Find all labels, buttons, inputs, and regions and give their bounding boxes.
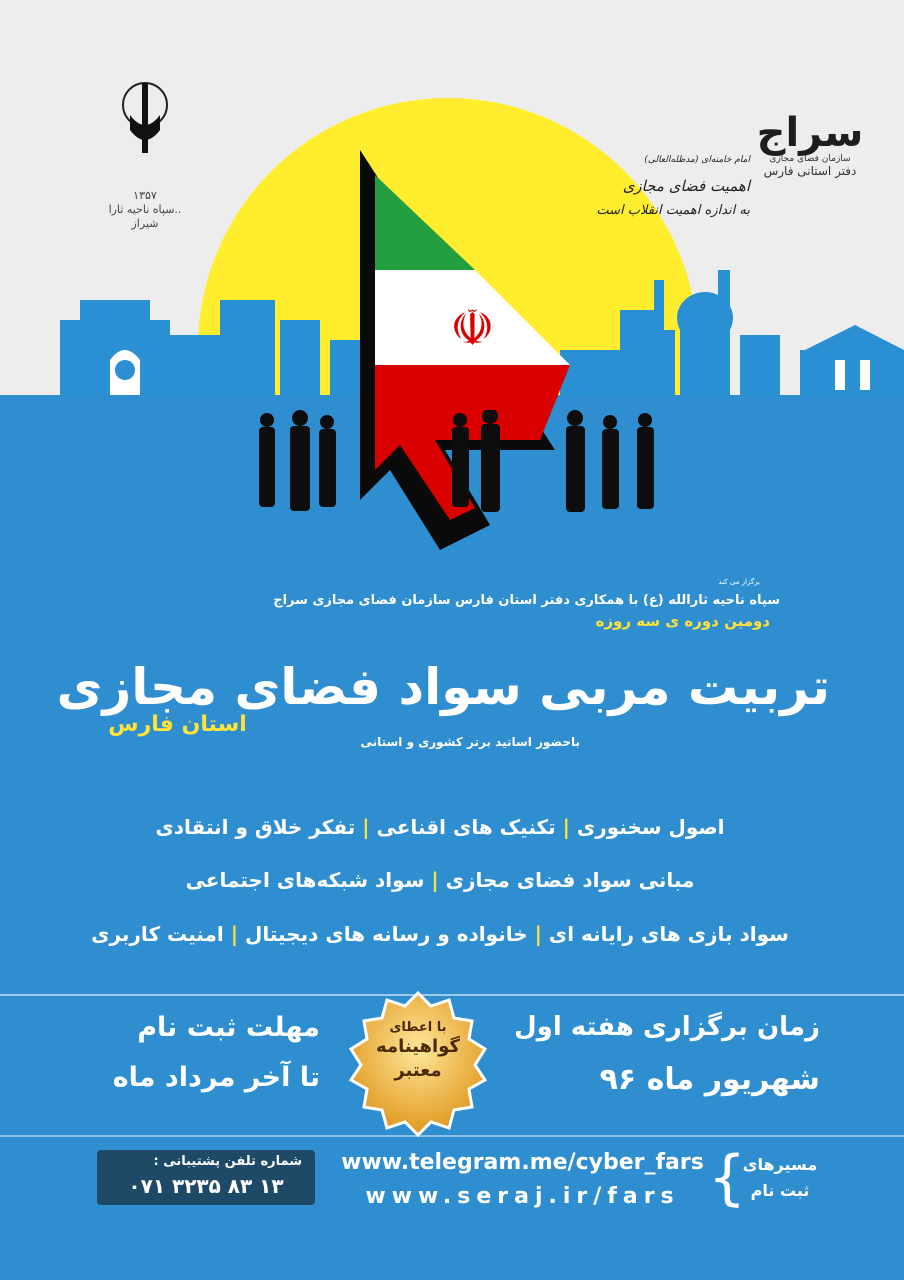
quote-line-1: اهمیت فضای مجازی <box>622 177 750 195</box>
topic-separator: | <box>424 868 439 892</box>
sepah-caption-2: شیراز <box>131 217 159 230</box>
event-time-line-1: زمان برگزاری هفته اول <box>514 1012 820 1042</box>
event-time-line-2: شهریور ماه ۹۶ <box>599 1062 820 1097</box>
quote-source: امام خامنه‌ای (مدظله‌العالی) <box>644 155 750 165</box>
seraj-logo-mark: سراج <box>756 110 864 156</box>
sepah-caption-1: سپاه ناحیه ثارا.. <box>108 203 182 216</box>
sepah-emblem-icon <box>115 75 175 185</box>
svg-text:☫: ☫ <box>450 299 495 357</box>
topic-separator: | <box>355 815 370 839</box>
topic-separator: | <box>223 922 239 946</box>
topic-item: تفکر خلاق و انتقادی <box>155 815 356 839</box>
deadline-line-1: مهلت ثبت نام <box>137 1012 320 1043</box>
course-title: تربیت مربی سواد فضای مجازی <box>56 658 830 716</box>
certificate-seal-text <box>368 1020 468 1083</box>
topic-item: مبانی سواد فضای مجازی <box>445 868 695 892</box>
organizers-note: برگزار می کند <box>718 578 760 586</box>
support-phone-label: شماره تلفن پشتیبانی : <box>153 1154 302 1169</box>
topic-row-2 <box>60 868 820 892</box>
brace-icon: { <box>708 1143 747 1213</box>
quote-line-2: به اندازه اهمیت انقلاب است <box>596 203 750 218</box>
seraj-logo <box>740 112 880 192</box>
divider <box>0 1135 904 1137</box>
topic-item: اصول سخنوری <box>576 815 725 839</box>
support-phone-box <box>97 1150 315 1205</box>
seal-line-1: با اعطای <box>389 1020 447 1035</box>
province-label: استان فارس <box>108 712 247 737</box>
topic-item: سواد بازی های رایانه ای <box>548 922 789 946</box>
leader-quote <box>520 155 750 255</box>
sepah-logo <box>95 75 195 265</box>
seal-line-2: گواهینامه <box>376 1036 460 1057</box>
topic-separator: | <box>527 922 542 946</box>
topic-item: سواد شبکه‌های اجتماعی <box>185 868 425 892</box>
registration-label-2: ثبت نام <box>750 1181 810 1200</box>
topic-row-3 <box>60 922 820 946</box>
seraj-link[interactable]: www.seraj.ir/fars <box>365 1184 680 1209</box>
crowd-silhouette <box>255 410 665 520</box>
topic-item: تکنیک های اقناعی <box>376 815 556 839</box>
course-label: دومین دوره ی سه روزه <box>595 612 770 630</box>
topic-separator: | <box>555 815 570 839</box>
seraj-logo-subtitle: سازمان فضای مجازی <box>769 154 851 164</box>
organizers-line: سپاه ناحیه ثارالله (ع) با همکاری دفتر استان فارس سازمان فضای مجازی سراج <box>273 593 780 608</box>
topic-item: امنیت کاربری <box>91 922 224 946</box>
seal-line-3: معتبر <box>394 1060 442 1081</box>
presence-line: باحضور اساتید برتر کشوری و استانی <box>360 735 580 749</box>
topic-item: خانواده و رسانه های دیجیتال <box>245 922 528 946</box>
support-phone-number[interactable]: ۰۷۱ ۳۲۳۵ ۸۳ ۱۳ <box>128 1174 284 1198</box>
topic-row-1 <box>60 815 820 839</box>
deadline-line-2: تا آخر مرداد ماه <box>112 1062 320 1093</box>
registration-label-1: مسیرهای <box>742 1155 818 1174</box>
seraj-office-label: دفتر استانی فارس <box>763 164 857 178</box>
telegram-link[interactable]: www.telegram.me/cyber_fars <box>341 1150 704 1175</box>
sepah-year: ۱۳۵۷ <box>133 189 157 202</box>
registration-label <box>735 1152 825 1204</box>
